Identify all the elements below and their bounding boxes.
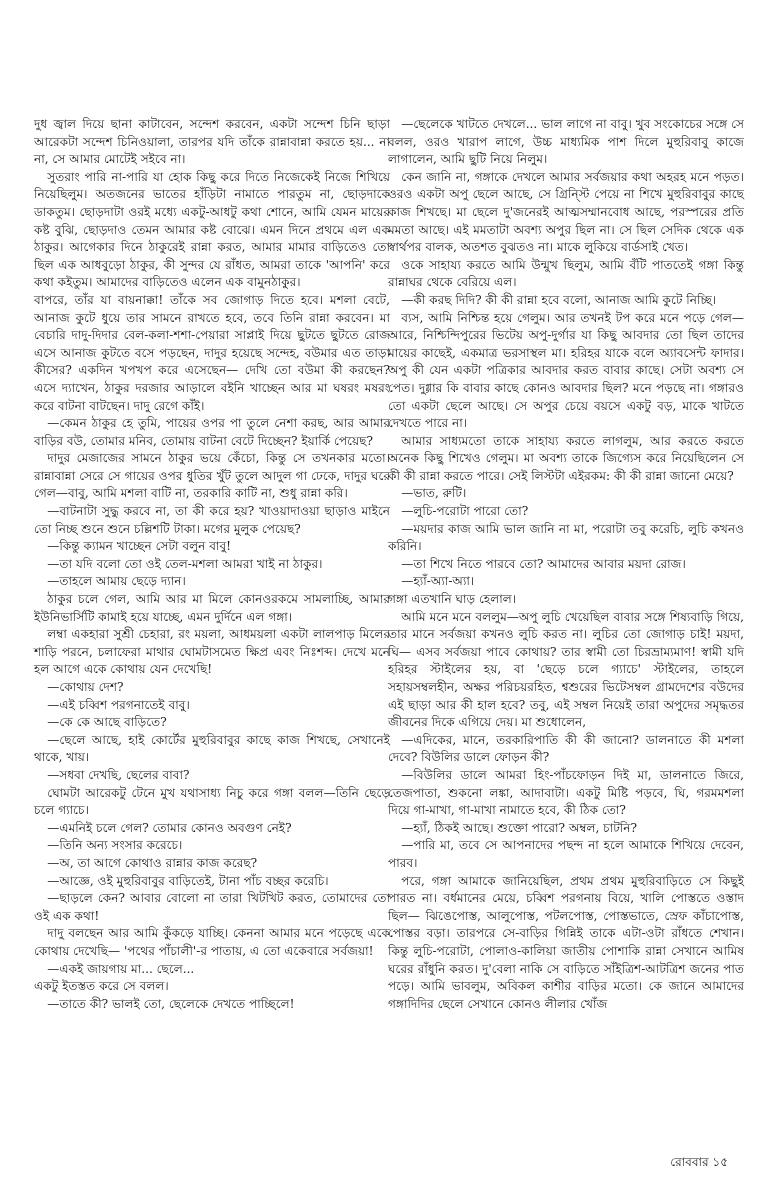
paragraph: —ছেলেকে খাটতে দেখলে... ভাল লাগে না বাবু। খুব সংকোচের সঙ্গে সে বলল, ওরও খারাপ লাগে, উচ্চ মাধ্যমিক পাশ দিলে মুহুরিবাবু কাজে লাগালেন, আমি ছুটি নিয়ে নিলুম। xyxy=(388,117,744,167)
paragraph: —হ্যাঁ, ঠিকই আছে। শুক্তো পারো? অম্বল, চাটনি? xyxy=(401,820,637,835)
paragraph: —আজ্ঞে, ওই মুহুরিবাবুর বাড়িতেই, টানা পাঁচ বচ্ছর করেচি। xyxy=(47,873,329,888)
paragraph: লম্বা একহারা সুশ্রী চেহারা, রং ময়লা, আধময়লা একটা লালপাড় মিলের শাড়ি পরনে, চলাফেরা মাথার ঘোমটাসমেত ক্ষিপ্র এবং নিঃশব্দ। দেখে মনে হল আগে একে কোথায় যেন দেখেছি! xyxy=(34,627,390,677)
paragraph: ওকে সাহায্য করতে আমি উন্মুখ ছিলুম, আমি বঁটি পাততেই গঙ্গা কিন্তু রান্নাঘর থেকে বেরিয়ে এল। xyxy=(388,257,744,290)
paragraph: আমার সাধ্যমতো তাকে সাহায্য করতে লাগলুম, আর করতে করতে অনেক কিছু শিখেও গেলুম। মা অবশ্য তাকে জিগ্যেস করে নিয়েছিলেন সে কী কী রান্না করতে পারে। সেই লিস্টটা এইরকম: কী কী রান্না জানো মেয়ে? xyxy=(388,433,744,483)
paragraph: —বাটনাটা সুদ্ধু করবে না, তা কী করে হয়? খাওয়াদাওয়া ছাড়াও মাইনে তো নিচ্ছ শুনে শুনে চল্লিশটি টাকা। মগের মুলুক পেয়েছ? xyxy=(34,504,390,536)
paragraph: —অ, তা আগে কোথাও রান্নার কাজ করেছ? xyxy=(47,855,258,870)
paragraph: —কে কে আছে বাড়িতে? xyxy=(47,715,167,730)
paragraph: —কেমন ঠাকুর হে তুমি, পায়ের ওপর পা তুলে নেশা করছ, আর আমার বাড়ির বউ, তোমার মনিব, তোমায় বাটনা বেটে দিচ্ছেন? ইয়ার্কি পেয়েছ? xyxy=(34,416,390,448)
paragraph: আমি মনে মনে বললুম—অপু লুচি খেয়েছিল বাবার সঙ্গে শিষ্যবাড়ি গিয়ে, তার মানে সর্বজয়া কখনও লুচি করত না। লুচির তো জোগাড় চাই! ময়দা, ঘি— এসব সর্বজয়া পাবে কোথায়? তার স্বামী তো চিরভ্রাম্যমাণ! স্বামী যদি হরিহর স্টাইলের হয়, বা 'ছেড়ে চলে গ্যাচে' স্টাইলের, তাহলে সহায়সম্বলহীন, অক্ষর পরিচয়রহিত, শ্বশুরের ভিটেসম্বল গ্রামদেশের বউদের এই ছাড়া আর কী হাল হবে? তবু, এই সম্বল নিয়েই তারা অপুদের সমৃদ্ধতর জীবনের দিকে এগিয়ে দেয়। মা শুধোলেন, xyxy=(388,609,744,730)
paragraph: কেন জানি না, গঙ্গাকে দেখলে আমার সর্বজয়ার কথা অহরহ মনে পড়ত। ওরও একটা অপু ছেলে আছে, সে গ্রিন্স্টি পেয়ে না শিখে মুহুরিবাবুর কাছে কাজ শিখছে। মা ছেলে দু'জনেরই আত্মসম্মানবোধ আছে, পরস্পরের প্রতি মমতা আছে। এই মমতাটা অবশ্য অপুর ছিল না। সে ছিল সেদিক থেকে এক স্বার্থপর বালক, অতশত বুঝতও না। মাকে লুকিয়ে বার্ডসাই খেত। xyxy=(388,169,744,255)
paragraph: —ছাড়লে কেন? আবার বোলো না তারা খিটখিট করত, তোমাদের তো ওই এক কথা! xyxy=(34,891,390,923)
paragraph: সুতরাং পারি না-পারি যা হোক কিছু করে দিতে নিজেকেই নিজে শিখিয়ে নিয়েছিলুম। অতজনের ভাতের হাঁড়িটা নামাতে পারতুম না, ছোড়দাকে ডাকতুম। ছোড়দাটা ওরই মধ্যে একটু-আধটু কথা শোনে, আমি যেমন মায়ের কষ্ট বুঝি, ছোড়দাও তেমন আমার কষ্ট বোঝে। এমন দিনে প্রথমে এল এক ঠাকুর। আগেকার দিনে ঠাকুরেই রান্না করত, আমার মামার বাড়িতেও তো ছিল এক আধবুড়ো ঠাকুর, কী সুন্দর যে রাঁধত, আমরা তাকে 'আপনি' করে কথা কইতুম। আমাদের বাড়িতেও এলেন এক বামুনঠাকুর। xyxy=(34,169,390,290)
paragraph: একটু ইতস্তত করে সে বলল। xyxy=(34,979,169,994)
paragraph: —ভাত, রুটি। xyxy=(401,486,467,501)
paragraph: পরে, গঙ্গা আমাকে জানিয়েছিল, প্রথম প্রথম মুহুরিবাড়িতে সে কিছুই পারত না। বর্ধমানের মেয়ে, চব্বিশ পরগনায় বিয়ে, খালি পোস্ততে ওস্তাদ ছিল— ঝিঙেপোস্ত, আলুপোস্ত, পটলপোস্ত, পোস্তভাতে, স্রেফ কাঁচাপোস্ত, পোস্তর বড়া। তারপরে সে-বাড়ির গিন্নিই তাকে এটা-ওটা রাঁধতে শেখান। কিন্তু লুচি-পরোটা, পোলাও-কালিয়া জাতীয় পোশাকি রান্না সেখানে আমিষ ঘরের রাঁধুনি করত। দু'বেলা নাকি সে বাড়িতে সাঁইত্রিশ-আটত্রিশ জনের পাত পড়ে। আমি ভাবলুম, অবিকল কাশীর বাড়ির মতো। কে জানে আমাদের গঙ্গাদিদির ছেলে সেখানে কোনও লীলার খোঁজ xyxy=(388,873,744,1011)
paragraph: —কোথায় দেশ? xyxy=(47,680,124,694)
paragraph: —একই জায়গায় মা... ছেলে... xyxy=(47,961,195,976)
paragraph: ঠাকুর চলে গেল, আমি আর মা মিলে কোনওরকমে সামলাচ্ছি, আমার ইউনিভার্সিটি কামাই হয়ে যাচ্ছে, এমন দুর্দিনে এল গঙ্গা। xyxy=(34,592,390,624)
paragraph: —তা যদি বলো তো ওই তেল-মশলা আমরা খাই না ঠাকুর। xyxy=(47,556,323,571)
paragraph: —কিন্তু ক্যামন খাচ্ছেন সেটা বলুন বাবু! xyxy=(47,539,232,554)
paragraph: —হ্যাঁ-অ্যা-অ্যা। xyxy=(401,574,475,589)
paragraph: —তাহলে আমায় ছেড়ে দ্যান। xyxy=(47,574,186,589)
paragraph: ব্যস, আমি নিশ্চিন্ত হয়ে গেলুম। আর তখনই টপ করে মনে পড়ে গেল— আরে, নিশ্চিন্দিপুরের ভিটেয় অপু-দুর্গার যা কিছু আবদার তো ছিল তাদের মায়ের কাছেই, একমাত্র ভরসাস্থল মা। হরিহর যাকে বলে অ্যাবসেন্ট ফাদার। অপু কী যেন একটা পত্রিকার আবদার করত বাবার কাছে। সেটা অবশ্য সে পেত। দুগ্গার কি বাবার কাছে কোনও আবদার ছিল? মনে পড়ছে না। গঙ্গারও তো একটা ছেলে আছে। সে অপুর চেয়ে বয়সে একটু বড়, মাকে খাটতে দেখতে পারে না। xyxy=(388,310,744,431)
page-footer: রোববার ১৫ xyxy=(670,1155,728,1169)
paragraph: —ময়দার কাজ আমি ভাল জানি না মা, পরোটা তবু করেচি, লুচি কখনও করিনি। xyxy=(388,521,744,554)
paragraph: —কী করছ দিদি? কী কী রান্না হবে বলো, আনাজ আমি কুটে নিচ্ছি। xyxy=(401,292,717,307)
paragraph: —পারি মা, তবে সে আপনাদের পছন্দ না হলে আমাকে শিখিয়ে দেবেন, পারব। xyxy=(388,838,744,870)
paragraph: —তা শিখে নিতে পারবে তো? আমাদের আবার ময়দা রোজ। xyxy=(401,556,686,571)
left-column xyxy=(34,116,390,1013)
paragraph: গঙ্গা এতখানি ঘাড় হেলাল। xyxy=(388,592,517,607)
paragraph: —এমনিই চলে গেল? তোমার কোনও অবগুণ নেই? xyxy=(47,820,292,835)
paragraph: ঘোমটা আরেকটু টেনে মুখ যথাসাধ্য নিচু করে গঙ্গা বলল—তিনি ছেড়ে চলে গ্যাচে। xyxy=(34,785,390,818)
paragraph: —সধবা দেখছি, ছেলের বাবা? xyxy=(47,767,190,782)
paragraph: —বিউলির ডালে আমরা হিং-পাঁচফোড়ন দিই মা, ডালনাতে জিরে, তেজপাতা, শুকনো লঙ্কা, আদাবাটা। একটু মিষ্টি পড়বে, ঘি, গরমমশলা দিয়ে গা-মাখা, গা-মাখা নামাতে হবে, কী ঠিক তো? xyxy=(388,767,744,818)
paragraph: —এদিকের, মানে, তরকারিপাতি কী কী জানো? ডালনাতে কী মশলা দেবে? বিউলির ডালে ফোড়ন কী? xyxy=(388,732,744,765)
paragraph: —তাতে কী? ভালই তো, ছেলেকে দেখতে পাচ্ছিলে! xyxy=(47,996,295,1011)
paragraph: বাপরে, তাঁর যা বায়নাক্কা! তাঁকে সব জোগাড় দিতে হবে। মশলা বেটে, আনাজ কুটে ধুয়ে তার সামনে রাখতে হবে, তবে তিনি রান্না করবেন। মা বেচারি দাদু-দিদার বেল-কলা-শশা-পেয়ারা সাপ্লাই দিয়ে ছুটতে ছুটতে রোজ এসে আনাজ কুটতে বসে পড়ছেন, দাদুর হয়েছে সন্দেহ, বউমার এত তাড়া কীসের? একদিন খপখপ করে এসেছেন— দেখি তো বউমা কী করছেন? এসে দ্যাখেন, ঠাকুর দরজার আড়ালে বইনি খাচ্ছেন আর মা ঘষরং মষরং করে বাটনা বাটছেন। দাদু রেগে কাঁই। xyxy=(34,292,390,413)
paragraph: দুধ জ্বাল দিয়ে ছানা কাটাবেন, সন্দেশ করবেন, একটা সন্দেশ চিনি ছাড়া আরেকটা সন্দেশ চিনিওয়ালা, তারপর যদি তাঁকে রান্নাবান্না করতে হয়... না না, সে আমার মোটেই সইবে না। xyxy=(34,117,390,167)
paragraph: —লুচি-পরোটা পারো তো? xyxy=(401,504,529,519)
paragraph: দাদু বলছেন আর আমি কুঁকড়ে যাচ্ছি। কেননা আমার মনে পড়েছে একে কোথায় দেখেছি— 'পথের পাঁচালী'-র পাতায়, এ তো একেবারে সর্বজয়া! xyxy=(34,926,390,958)
paragraph: —এই চব্বিশ পরগনাতেই বাবু। xyxy=(47,697,190,712)
paragraph: দাদুর মেজাজের সামনে ঠাকুর ভয়ে কেঁচো, কিন্তু সে তখনকার মতো। রান্নাবান্না সেরে সে গায়ের ওপর ধুতির খুঁট তুলে আদুল গা ঢেকে, দাদুর ঘরে গেল—বাবু, আমি মশলা বাটি না, তরকারি কাটি না, শুধু রান্না করি। xyxy=(34,451,390,501)
paragraph: —তিনি অন্য সংসার করেচে। xyxy=(47,838,183,853)
paragraph: —ছেলে আছে, হাই কোর্টের মুহুরিবাবুর কাছে কাজ শিখছে, সেখানেই থাকে, খায়। xyxy=(34,732,390,765)
right-column xyxy=(388,116,744,1013)
